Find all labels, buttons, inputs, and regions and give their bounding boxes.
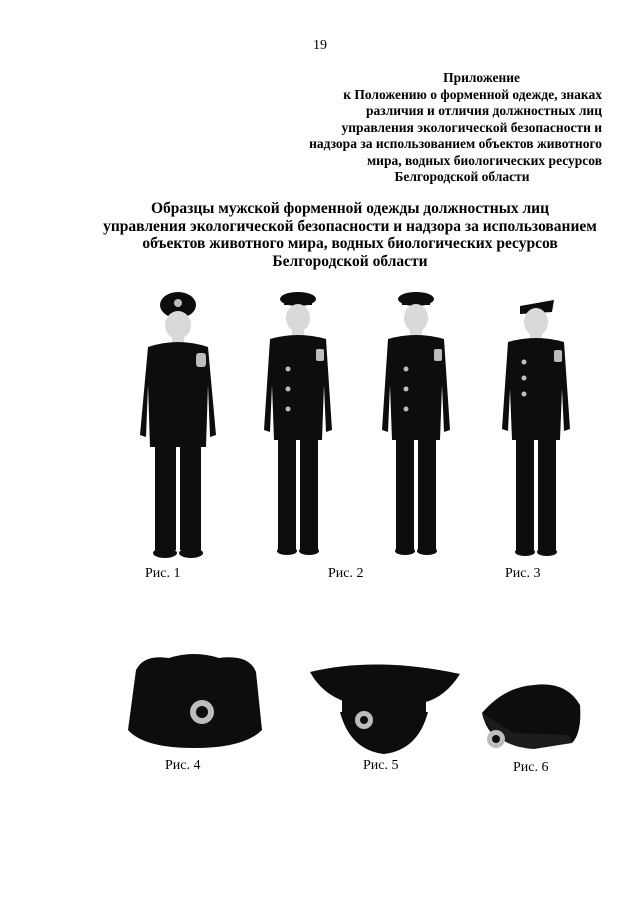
peaked-cap-icon xyxy=(306,660,464,760)
title-line: объектов животного мира, водных биологических ресурсов xyxy=(142,235,558,252)
figure-caption: Рис. 6 xyxy=(513,760,549,775)
fur-hat-icon xyxy=(124,650,264,755)
figure-1-uniform-winter xyxy=(128,285,228,565)
title-line: управления экологической безопасности и надзора за использованием xyxy=(103,217,597,235)
figure-3-uniform-garrison xyxy=(496,294,576,564)
figure-caption: Рис. 1 xyxy=(145,566,181,581)
figure-caption: Рис. 4 xyxy=(165,758,201,773)
title-line: Белгородской области xyxy=(272,252,428,270)
page-number: 19 xyxy=(313,38,327,53)
appendix-line: мира, водных биологических ресурсов xyxy=(366,152,602,168)
appendix-line: управления экологической безопасности и xyxy=(341,119,602,135)
figure-2-uniform-cap xyxy=(258,285,338,565)
title-line: Образцы мужской форменной одежды должностных лиц xyxy=(150,200,550,217)
appendix-line: Белгородской области xyxy=(394,169,530,184)
figure-caption: Рис. 2 xyxy=(328,566,364,581)
figure-3-uniform-cap xyxy=(376,285,456,565)
appendix-line: к Положению о форменной одежде, знаках xyxy=(343,86,602,102)
garrison-cap-icon xyxy=(474,683,584,758)
appendix-heading: Приложение xyxy=(443,70,520,85)
appendix-block xyxy=(242,70,602,186)
figure-caption: Рис. 5 xyxy=(363,758,399,773)
figure-caption: Рис. 3 xyxy=(505,566,541,581)
document-title xyxy=(95,200,605,270)
appendix-line: надзора за использованием объектов животного xyxy=(309,136,602,151)
appendix-line: различия и отличия должностных лиц xyxy=(365,103,602,118)
